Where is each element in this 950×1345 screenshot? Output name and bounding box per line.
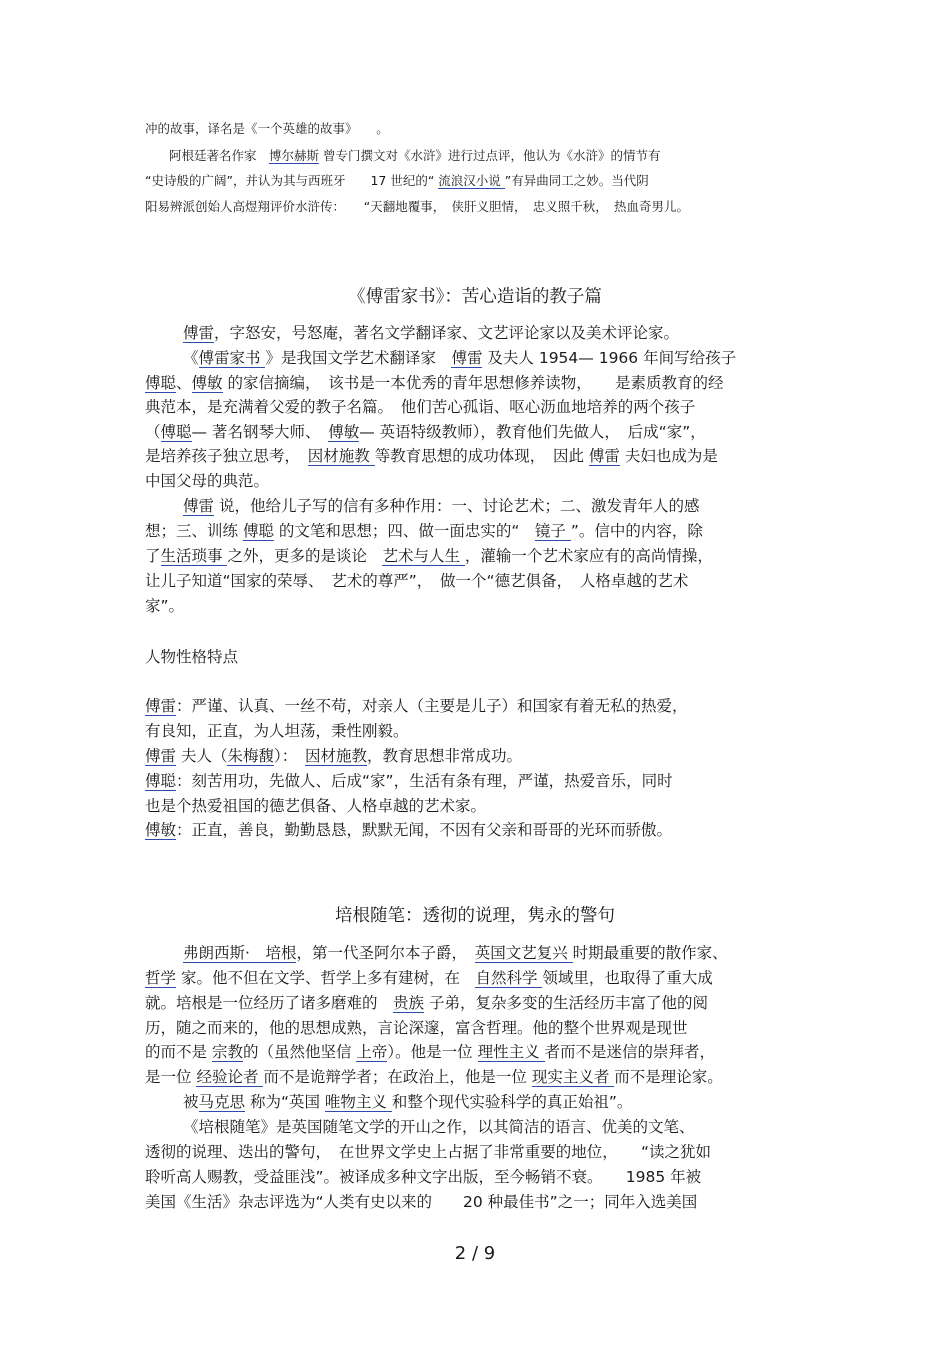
intro-line-2: [169, 146, 661, 164]
characters-heading: 人物性格特点: [145, 648, 239, 666]
link-fulei[interactable]: 傅雷: [451, 349, 483, 367]
link-religion[interactable]: 宗教: [211, 1043, 243, 1061]
text: 让儿子知道“国家的荣辱、 艺术的尊严”， 做一个“德艺俱备， 人格卓越的艺术: [145, 572, 689, 590]
fulei-line-6: [145, 444, 718, 466]
bacon-line-1: [145, 941, 728, 963]
text: 家”。: [145, 597, 185, 615]
link-rationalism[interactable]: 理性主义: [477, 1043, 545, 1061]
text: 历，随之而来的，他的思想成熟，言论深邃，富含哲理。他的整个世界观是现世: [145, 1019, 688, 1037]
text: ，第一代圣阿尔本子爵，: [296, 944, 475, 962]
text: 的（虽然他坚信: [242, 1043, 357, 1061]
text: 冲的故事，译名是《一个英雄的故事》 。: [145, 121, 389, 136]
text: 而不是理论家。: [614, 1068, 723, 1086]
link-fumin[interactable]: 傅敏: [145, 821, 177, 839]
text: 了: [145, 547, 161, 565]
text: 被: [183, 1093, 199, 1111]
fulei-line-9: [145, 519, 703, 541]
link-noble[interactable]: 贵族: [393, 994, 425, 1012]
link-realist[interactable]: 现实主义者: [531, 1068, 615, 1086]
fulei-line-4: [145, 395, 695, 417]
section-title-fulei: 《傅雷家书》：苦心造诣的教子篇: [348, 287, 602, 307]
text: 是一位: [145, 1068, 197, 1086]
text: 的而不是: [145, 1043, 212, 1061]
text: 的家信摘编， 该书是一本优秀的青年思想修养读物， 是素质教育的经: [222, 374, 724, 392]
bacon-line-2: [145, 966, 713, 988]
link-materialism[interactable]: 唯物主义: [324, 1093, 392, 1111]
link-fulei[interactable]: 傅雷: [145, 747, 177, 765]
link-fucong[interactable]: 傅聪: [145, 772, 177, 790]
text: 曾专门撰文对《水浒》进行过点评，他认为《水浒》的情节有: [319, 148, 661, 163]
link-natural-science[interactable]: 自然科学: [475, 969, 543, 987]
link-picaresque-novel[interactable]: 流浪汉小说: [438, 173, 505, 188]
fulei-line-5: [145, 420, 706, 442]
text: 阳易辨派创始人高煜翔评价水浒传： “天翻地覆事， 侠肝义胆情， 忠义照千秋， 热血奇男儿。: [145, 199, 689, 214]
text: 中国父母的典范。: [145, 472, 270, 490]
text: 及夫人 1954— 1966 年间写给孩子: [482, 349, 737, 367]
intro-line-3: [145, 171, 649, 189]
link-fulei-letters[interactable]: 傅雷家书: [198, 349, 266, 367]
text: 透彻的说理、迭出的警句， 在世界文学史上占据了非常重要的地位， “读之犹如: [145, 1143, 712, 1161]
bacon-line-10: [145, 1165, 701, 1187]
link-teaching-aptitude[interactable]: 因材施教: [307, 447, 375, 465]
link-francis[interactable]: 弗朗西斯·: [183, 944, 266, 962]
link-fucong[interactable]: 傅聪: [242, 522, 274, 540]
text: 是培养孩子独立思考，: [145, 447, 308, 465]
link-teaching-aptitude[interactable]: 因材施教: [304, 747, 367, 765]
text: （: [145, 423, 161, 441]
text: ，灌输一个艺术家应有的高尚情操，: [464, 547, 713, 565]
bacon-line-7: [145, 1090, 632, 1112]
link-marx[interactable]: 马克思: [198, 1093, 246, 1111]
text: 就。培根是一位经历了诸多磨难的: [145, 994, 394, 1012]
fulei-line-3: [145, 371, 723, 393]
text: 聆听高人赐教，受益匪浅”。被译成多种文字出版，至今畅销不衰。 1985 年被: [145, 1168, 702, 1186]
link-god[interactable]: 上帝: [356, 1043, 388, 1061]
fulei-line-8: [145, 494, 699, 516]
link-fumin[interactable]: 傅敏: [191, 374, 223, 392]
text: ”。信中的内容，除: [570, 522, 703, 540]
text: ”有异曲同工之妙。当代阴: [504, 173, 649, 188]
text: 家。他不但在文学、哲学上多有建树，在: [176, 969, 476, 987]
text: 《培根随笔》是英国随笔文学的开山之作，以其简洁的语言、优美的文笔、: [183, 1118, 695, 1136]
link-fucong[interactable]: 傅聪: [145, 374, 177, 392]
text: 阿根廷著名作家: [169, 148, 270, 163]
text: 时期最重要的散作家、: [572, 944, 728, 962]
link-empiricist[interactable]: 经验论者: [196, 1068, 264, 1086]
text: ，教育思想非常成功。: [367, 747, 523, 765]
text: 《: [183, 349, 199, 367]
bacon-line-11: [145, 1190, 697, 1212]
link-english-renaissance[interactable]: 英国文艺复兴: [474, 944, 573, 962]
link-fulei[interactable]: 傅雷: [145, 697, 177, 715]
bacon-line-6: [145, 1065, 723, 1087]
text: 典范本，是充满着父爱的教子名篇。 他们苦心孤诣、呕心沥血地培养的两个孩子: [145, 398, 696, 416]
text: ：正直，善良，勤勤恳恳，默默无闻，不因有父亲和哥哥的光环而骄傲。: [176, 821, 673, 839]
text: 夫人（: [176, 747, 228, 765]
link-trivial-life[interactable]: 生活琐事: [160, 547, 228, 565]
text: 说，他给儿子写的信有多种作用：一、讨论艺术；二、激发青年人的感: [214, 497, 700, 515]
link-philosophy[interactable]: 哲学: [145, 969, 177, 987]
bacon-line-9: [145, 1140, 711, 1162]
text: 、: [176, 374, 192, 392]
text: 也是个热爱祖国的德艺俱备、人格卓越的艺术家。: [145, 797, 487, 815]
link-art-and-life[interactable]: 艺术与人生: [382, 547, 465, 565]
text: 之外，更多的是谈论: [227, 547, 383, 565]
text: 而不是诡辩学者；在政治上，他是一位: [263, 1068, 532, 1086]
text: 等教育思想的成功体现， 因此: [374, 447, 589, 465]
character-fulei-cont: [145, 719, 409, 741]
bacon-line-3: [145, 991, 708, 1013]
text: 领域里，也取得了重大成: [542, 969, 713, 987]
section-title-bacon: 培根随笔：透彻的说理，隽永的警句: [335, 906, 615, 926]
link-fulei[interactable]: 傅雷: [183, 497, 215, 515]
text: 美国《生活》杂志评选为“人类有史以来的 20 种最佳书”之一；同年入选美国: [145, 1193, 698, 1211]
bacon-line-8: [145, 1115, 695, 1137]
fulei-line-2: [145, 346, 736, 368]
text: ：严谨、认真、一丝不苟，对亲人（主要是儿子）和国家有着无私的热爱，: [176, 697, 688, 715]
character-fumin: [145, 818, 672, 840]
intro-line-4: [145, 197, 689, 215]
text: ：刻苦用功，先做人、后成“家”，生活有条有理，严谨，热爱音乐，同时: [176, 772, 673, 790]
link-borges[interactable]: 博尔赫斯: [269, 148, 320, 163]
bacon-line-4: [145, 1016, 688, 1038]
link-mirror[interactable]: 镜子: [534, 522, 571, 540]
link-bacon[interactable]: 培根: [265, 944, 297, 962]
link-fumin[interactable]: 傅敏: [328, 423, 360, 441]
text: 的文笔和思想；四、做一面忠实的“: [273, 522, 535, 540]
text: ）：: [273, 747, 305, 765]
text: “史诗般的广阔”，并认为其与西班牙 17 世纪的“: [145, 173, 439, 188]
link-zhu-meifu[interactable]: 朱梅馥: [227, 747, 274, 765]
character-fucong-cont: [145, 794, 486, 816]
fulei-line-10: [145, 544, 713, 566]
text: 和整个现代实验科学的真正始祖”。: [391, 1093, 633, 1111]
link-fulei[interactable]: 傅雷: [588, 447, 620, 465]
text: ）。他是一位: [387, 1043, 478, 1061]
text: 夫妇也成为是: [619, 447, 718, 465]
text: 想；三、训练: [145, 522, 243, 540]
text: 子弟，复杂多变的生活经历丰富了他的阅: [424, 994, 708, 1012]
fulei-line-1: [145, 321, 679, 343]
link-fulei[interactable]: 傅雷: [183, 324, 215, 342]
text: 者而不是迷信的崇拜者，: [544, 1043, 716, 1061]
bacon-line-5: [145, 1040, 715, 1062]
text: 称为“英国: [245, 1093, 325, 1111]
intro-line-1: [145, 119, 389, 137]
link-fucong[interactable]: 傅聪: [160, 423, 192, 441]
text: — 英语特级教师），教育他们先做人， 后成“家”，: [359, 423, 706, 441]
character-fulei: [145, 694, 688, 716]
character-fulei-wife: [145, 744, 522, 766]
text: — 著名钢琴大师、: [191, 423, 329, 441]
fulei-line-7: [145, 469, 269, 491]
text: 有良知，正直，为人坦荡，秉性刚毅。: [145, 722, 409, 740]
fulei-line-12: [145, 594, 184, 616]
character-fucong: [145, 769, 673, 791]
fulei-line-11: [145, 569, 688, 591]
page-number: 2 / 9: [454, 1243, 496, 1264]
text: 》是我国文学艺术翻译家: [265, 349, 452, 367]
text: ，字怒安，号怒庵，著名文学翻译家、文艺评论家以及美术评论家。: [214, 324, 680, 342]
